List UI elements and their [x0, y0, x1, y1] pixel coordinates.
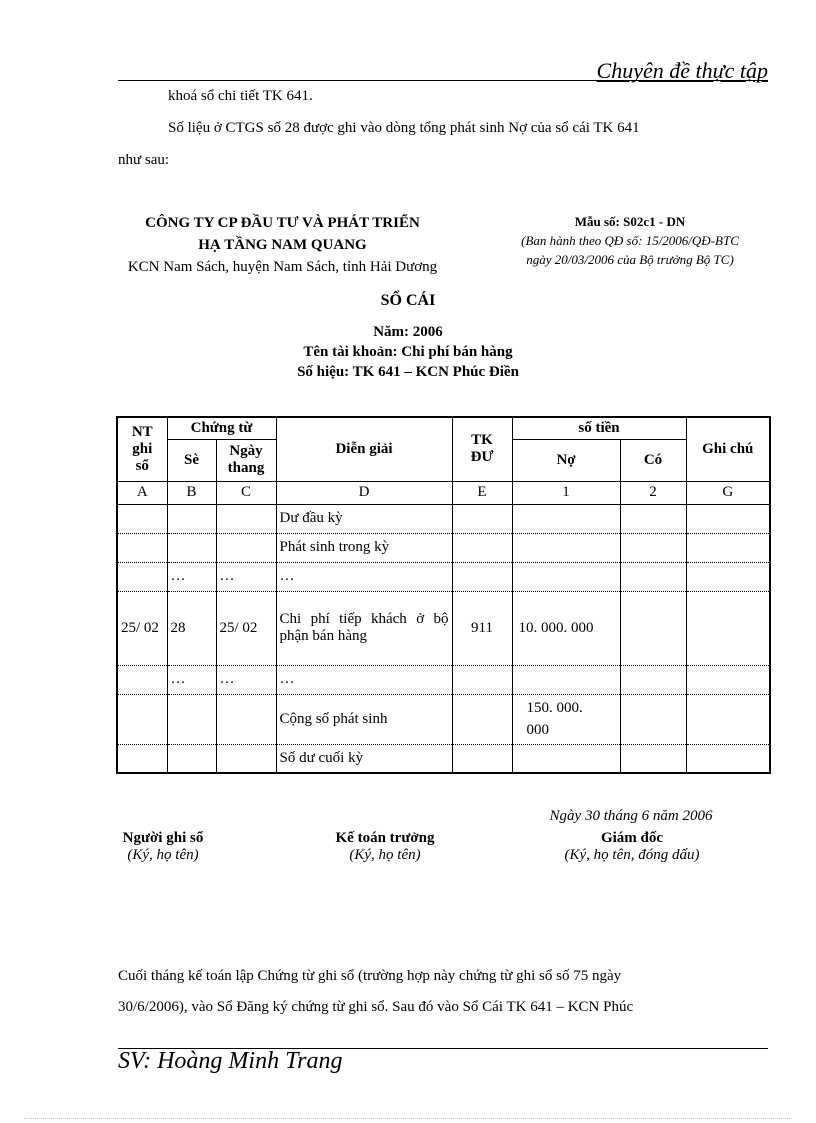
column-letter: 1: [512, 481, 620, 504]
cell-debit: [512, 744, 620, 773]
form-code: Mẫu số: S02c1 - DN: [574, 214, 686, 229]
cell-date: [216, 504, 276, 533]
cell-date: [216, 533, 276, 562]
header-voucher-no: Sè: [167, 439, 216, 481]
cell-note: [686, 665, 770, 694]
cell-debit: [512, 665, 620, 694]
header-description: Diễn giải: [276, 417, 452, 481]
cell-no: 28: [167, 591, 216, 665]
cell-credit: [620, 504, 686, 533]
header-nt: NT ghi sổ: [117, 417, 167, 481]
cell-nt: [117, 744, 167, 773]
cell-desc: …: [276, 665, 452, 694]
header-amount: số tiền: [512, 417, 686, 439]
cell-no: [167, 694, 216, 744]
cell-nt: 25/ 02: [117, 591, 167, 665]
cell-desc: …: [276, 562, 452, 591]
intro-line-1: khoá sổ chi tiết TK 641.: [168, 88, 313, 104]
cell-nt: [117, 533, 167, 562]
cell-nt: [117, 504, 167, 533]
signature-director: Giám đốc (Ký, họ tên, đóng dấu): [564, 830, 700, 863]
cell-date: [216, 694, 276, 744]
table-row: [117, 744, 770, 773]
cell-credit: [620, 562, 686, 591]
cell-tk: [452, 562, 512, 591]
header-tk: TK ĐƯ: [452, 417, 512, 481]
company-address: KCN Nam Sách, huyện Nam Sách, tỉnh Hải Dương: [127, 259, 438, 275]
ledger-account-name: Tên tài khoản: Chi phí bán hàng: [303, 344, 513, 360]
company-name-line-2: HẠ TẦNG NAM QUANG: [198, 237, 367, 253]
header-rule: [118, 80, 768, 81]
header-note: Ghi chú: [686, 417, 770, 481]
cell-no: …: [167, 665, 216, 694]
header-voucher: Chứng từ: [167, 417, 276, 439]
ledger-account-code: Số hiệu: TK 641 – KCN Phúc Điền: [297, 364, 519, 380]
cell-debit: [512, 504, 620, 533]
cell-no: …: [167, 562, 216, 591]
column-letter: 2: [620, 481, 686, 504]
table-row: [117, 694, 770, 744]
cell-tk: [452, 665, 512, 694]
cell-nt: [117, 562, 167, 591]
cell-debit: 150. 000. 000: [512, 694, 620, 744]
cell-note: [686, 504, 770, 533]
form-issued-line-2: ngày 20/03/2006 của Bộ trưởng Bộ TC): [526, 252, 734, 267]
column-letter: G: [686, 481, 770, 504]
cell-note: [686, 533, 770, 562]
table-row: [117, 665, 770, 694]
column-letter: A: [117, 481, 167, 504]
cell-credit: [620, 744, 686, 773]
cell-date: 25/ 02: [216, 591, 276, 665]
table-row: [117, 533, 770, 562]
cell-debit: [512, 562, 620, 591]
column-letter-row: [117, 481, 770, 504]
cell-desc: Dư đầu kỳ: [276, 504, 452, 533]
page-bottom-border: [24, 1118, 792, 1119]
cell-desc: Chi phí tiếp khách ở bộ phận bán hàng: [276, 591, 452, 665]
cell-debit: [512, 533, 620, 562]
cell-nt: [117, 665, 167, 694]
cell-date: …: [216, 562, 276, 591]
cell-note: [686, 562, 770, 591]
header-credit: Có: [620, 439, 686, 481]
cell-credit: [620, 694, 686, 744]
form-issued-line-1: (Ban hành theo QĐ số: 15/2006/QĐ-BTC: [521, 233, 739, 248]
form-code-block: [470, 212, 790, 269]
table-row: [117, 562, 770, 591]
ledger-table: [116, 416, 771, 774]
cell-tk: 911: [452, 591, 512, 665]
cell-desc: Số dư cuối kỳ: [276, 744, 452, 773]
cell-credit: [620, 665, 686, 694]
column-letter: B: [167, 481, 216, 504]
cell-tk: [452, 533, 512, 562]
signature-date: Ngày 30 tháng 6 năm 2006: [549, 808, 713, 824]
cell-nt: [117, 694, 167, 744]
company-name-line-1: CÔNG TY CP ĐẦU TƯ VÀ PHÁT TRIỂN: [145, 215, 420, 231]
cell-no: [167, 533, 216, 562]
outro-line-2: 30/6/2006), vào Sổ Đăng ký chứng từ ghi sổ. Sau đó vào Sổ Cái TK 641 – KCN Phúc: [118, 999, 634, 1015]
cell-desc: Phát sinh trong kỳ: [276, 533, 452, 562]
header-voucher-date: Ngày thang: [216, 439, 276, 481]
cell-debit: 10. 000. 000: [512, 591, 620, 665]
cell-no: [167, 504, 216, 533]
cell-credit: [620, 591, 686, 665]
signature-recorder: Người ghi sổ (Ký, họ tên): [122, 830, 204, 863]
cell-note: [686, 744, 770, 773]
cell-tk: [452, 694, 512, 744]
cell-no: [167, 744, 216, 773]
column-letter: C: [216, 481, 276, 504]
cell-note: [686, 694, 770, 744]
cell-credit: [620, 533, 686, 562]
cell-date: …: [216, 665, 276, 694]
cell-note: [686, 591, 770, 665]
ledger-title: SỔ CÁI: [380, 292, 436, 309]
intro-line-3: như sau:: [118, 152, 170, 168]
cell-desc: Cộng số phát sinh: [276, 694, 452, 744]
footer-student-name: SV: Hoàng Minh Trang: [118, 1048, 343, 1074]
signature-chief-accountant: Kế toán trưởng (Ký, họ tên): [335, 830, 435, 863]
table-row: [117, 591, 770, 665]
cell-date: [216, 744, 276, 773]
column-letter: D: [276, 481, 452, 504]
intro-line-2: Số liệu ở CTGS số 28 được ghi vào dòng tổng phát sinh Nợ của sổ cái TK 641: [168, 120, 640, 136]
column-letter: E: [452, 481, 512, 504]
table-row: [117, 504, 770, 533]
outro-line-1: Cuối tháng kế toán lập Chứng từ ghi sổ (trường hợp này chứng từ ghi sổ số 75 ngày: [118, 968, 622, 984]
company-block: [100, 212, 465, 278]
cell-tk: [452, 504, 512, 533]
ledger-year: Năm: 2006: [373, 324, 443, 340]
header-debit: Nợ: [512, 439, 620, 481]
page-header-title: Chuyên đề thực tập: [596, 58, 768, 83]
cell-tk: [452, 744, 512, 773]
